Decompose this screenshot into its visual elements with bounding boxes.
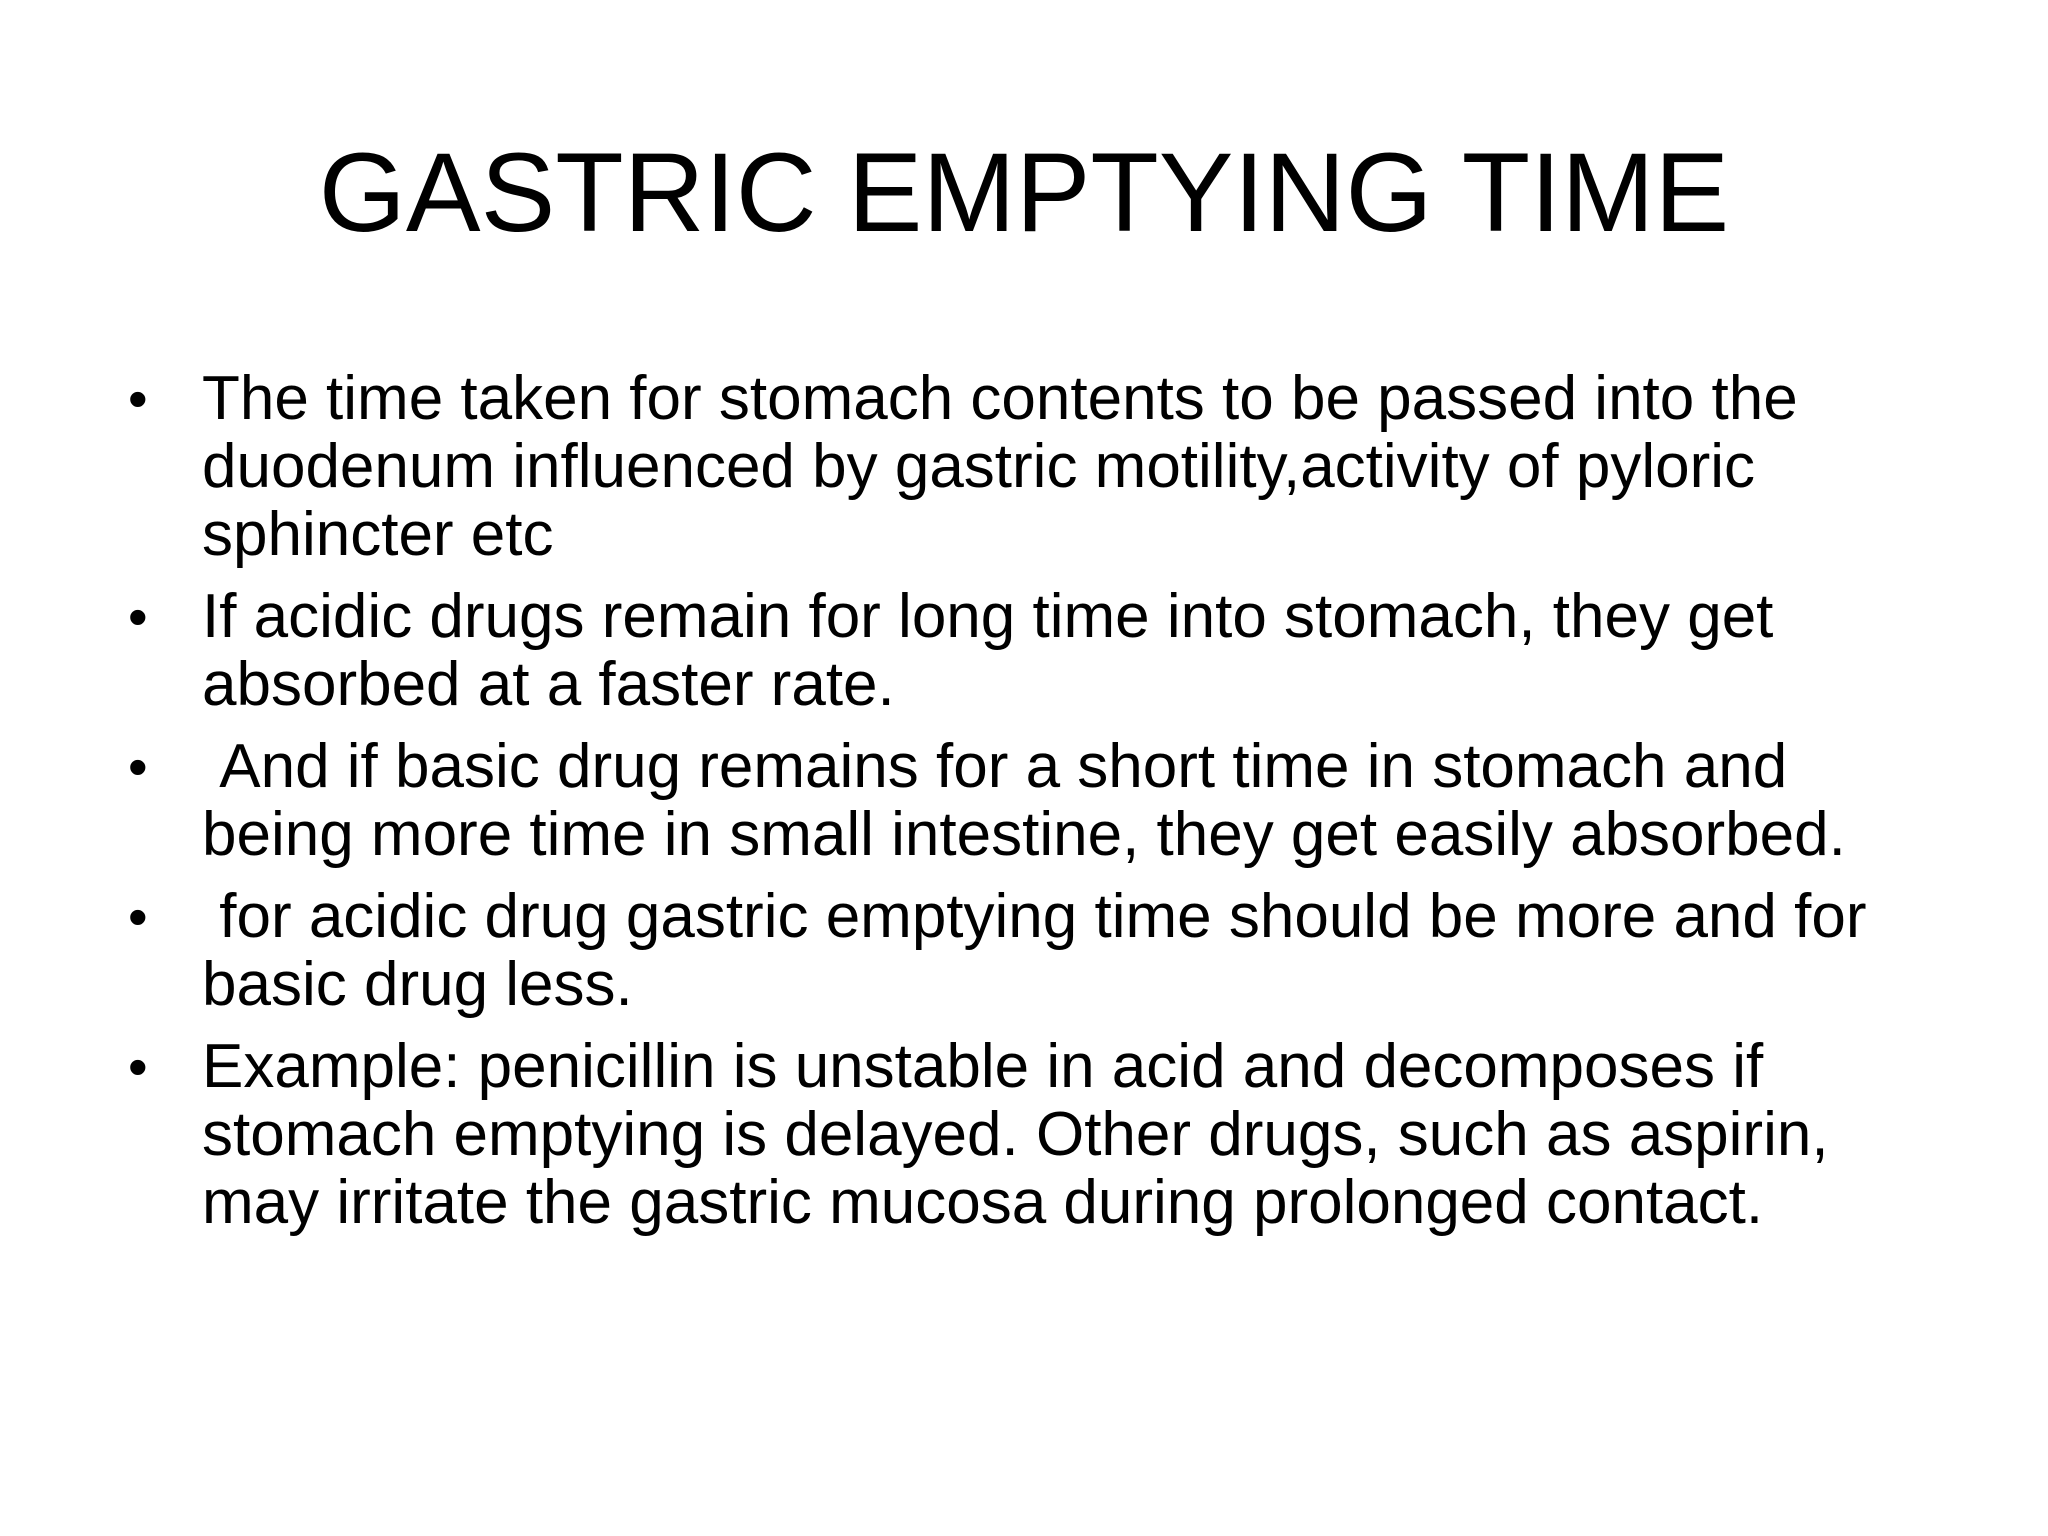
slide-title: GASTRIC EMPTYING TIME [318, 130, 1730, 255]
bullet-list [120, 365, 1940, 1251]
bullet-item [120, 583, 1940, 719]
bullet-item [120, 883, 1940, 1019]
bullet-item [120, 733, 1940, 869]
bullet-text: Example: penicillin is unstable in acid and decomposes if stomach emptying is delayed. Other drugs, such as aspirin, may irritate the gastric mucosa during prolonged contact. [202, 1032, 1846, 1237]
bullet-dot-icon: • [128, 367, 148, 430]
bullet-text: And if basic drug remains for a short time in stomach and being more time in small intestine, they get easily absorbed. [202, 732, 1846, 869]
bullet-item [120, 1033, 1940, 1237]
bullet-dot-icon: • [128, 585, 148, 648]
bullet-dot-icon: • [128, 735, 148, 798]
bullet-text: for acidic drug gastric emptying time should be more and for basic drug less. [202, 882, 1884, 1019]
bullet-dot-icon: • [128, 1035, 148, 1098]
bullet-item [120, 365, 1940, 569]
bullet-text: If acidic drugs remain for long time into stomach, they get absorbed at a faster rate. [202, 582, 1791, 719]
bullet-text: The time taken for stomach contents to be passed into the duodenum influenced by gastric motility,activity of pyloric sphincter etc [202, 364, 1815, 569]
bullet-dot-icon: • [128, 885, 148, 948]
